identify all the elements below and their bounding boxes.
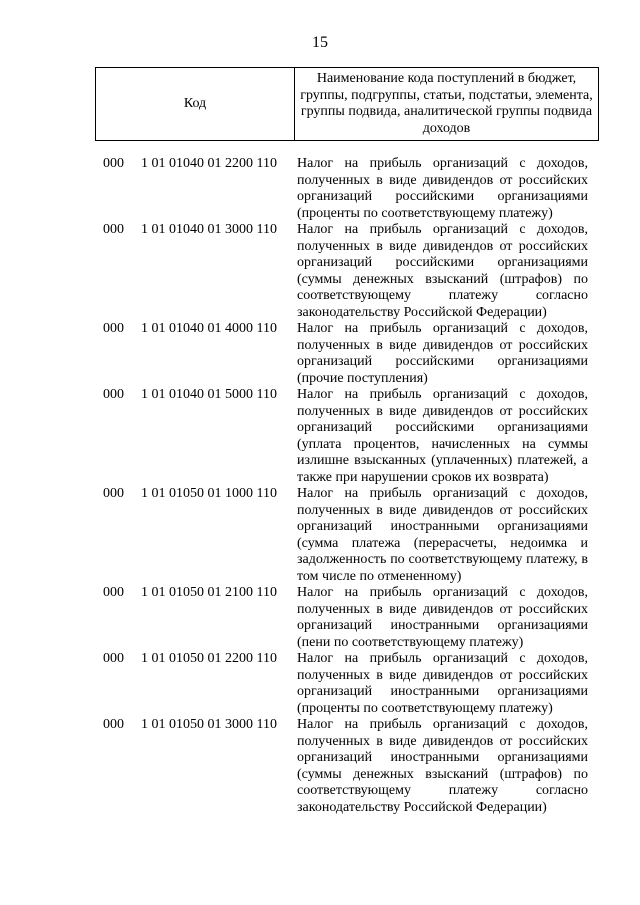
list-item xyxy=(0,156,640,222)
code-description: Налог на прибыль организаций с доходов, полученных в виде дивидендов от российских организаций российскими организациями (прочие поступления) xyxy=(297,321,588,386)
list-item xyxy=(0,585,640,651)
admin-code: 000 xyxy=(103,222,124,237)
code-description: Налог на прибыль организаций с доходов, полученных в виде дивидендов от российских организаций российскими организациями (уплата процентов, начисленных на суммы излишне взысканных (уплаченных) платежей, а также при нарушении сроков их возврата) xyxy=(297,387,588,485)
code-description: Налог на прибыль организаций с доходов, полученных в виде дивидендов от российских организаций российскими организациями (суммы денежных взысканий (штрафов) по соответствующему платежу согласно законодательству Российской Федерации) xyxy=(297,222,588,320)
list-item xyxy=(0,651,640,717)
budget-code: 1 01 01040 01 3000 110 xyxy=(141,222,277,237)
budget-code: 1 01 01050 01 3000 110 xyxy=(141,717,277,732)
budget-code: 1 01 01040 01 2200 110 xyxy=(141,156,277,171)
code-description: Налог на прибыль организаций с доходов, полученных в виде дивидендов от российских организаций иностранными организациями (пени по соответствующему платежу) xyxy=(297,585,588,650)
code-description: Налог на прибыль организаций с доходов, полученных в виде дивидендов от российских организаций российскими организациями (проценты по соответствующему платежу) xyxy=(297,156,588,221)
code-list xyxy=(0,156,640,816)
admin-code: 000 xyxy=(103,717,124,732)
list-item xyxy=(0,486,640,585)
name-column-header: Наименование кода поступлений в бюджет, группы, подгруппы, статьи, подстатьи, элемента, группы подвида, аналитической группы подвида доходов xyxy=(295,68,599,141)
list-item xyxy=(0,321,640,387)
admin-code: 000 xyxy=(103,321,124,336)
admin-code: 000 xyxy=(103,585,124,600)
list-item xyxy=(0,222,640,321)
code-description: Налог на прибыль организаций с доходов, полученных в виде дивидендов от российских организаций иностранными организациями (сумма платежа (перерасчеты, недоимка и задолженность по соответствующему платежу, в том числе по отмененному) xyxy=(297,486,588,584)
list-item xyxy=(0,717,640,816)
budget-code: 1 01 01040 01 4000 110 xyxy=(141,321,277,336)
budget-code: 1 01 01050 01 2100 110 xyxy=(141,585,277,600)
admin-code: 000 xyxy=(103,486,124,501)
admin-code: 000 xyxy=(103,156,124,171)
budget-code: 1 01 01040 01 5000 110 xyxy=(141,387,277,402)
budget-code: 1 01 01050 01 1000 110 xyxy=(141,486,277,501)
code-description: Налог на прибыль организаций с доходов, полученных в виде дивидендов от российских организаций иностранными организациями (суммы денежных взысканий (штрафов) по соответствующему платежу согласно законодательству Российской Федерации) xyxy=(297,717,588,815)
code-description: Налог на прибыль организаций с доходов, полученных в виде дивидендов от российских организаций иностранными организациями (проценты по соответствующему платежу) xyxy=(297,651,588,716)
code-column-header: Код xyxy=(96,68,295,141)
page-number: 15 xyxy=(312,34,328,51)
admin-code: 000 xyxy=(103,387,124,402)
budget-code: 1 01 01050 01 2200 110 xyxy=(141,651,277,666)
admin-code: 000 xyxy=(103,651,124,666)
list-item xyxy=(0,387,640,486)
table-header xyxy=(95,67,599,141)
